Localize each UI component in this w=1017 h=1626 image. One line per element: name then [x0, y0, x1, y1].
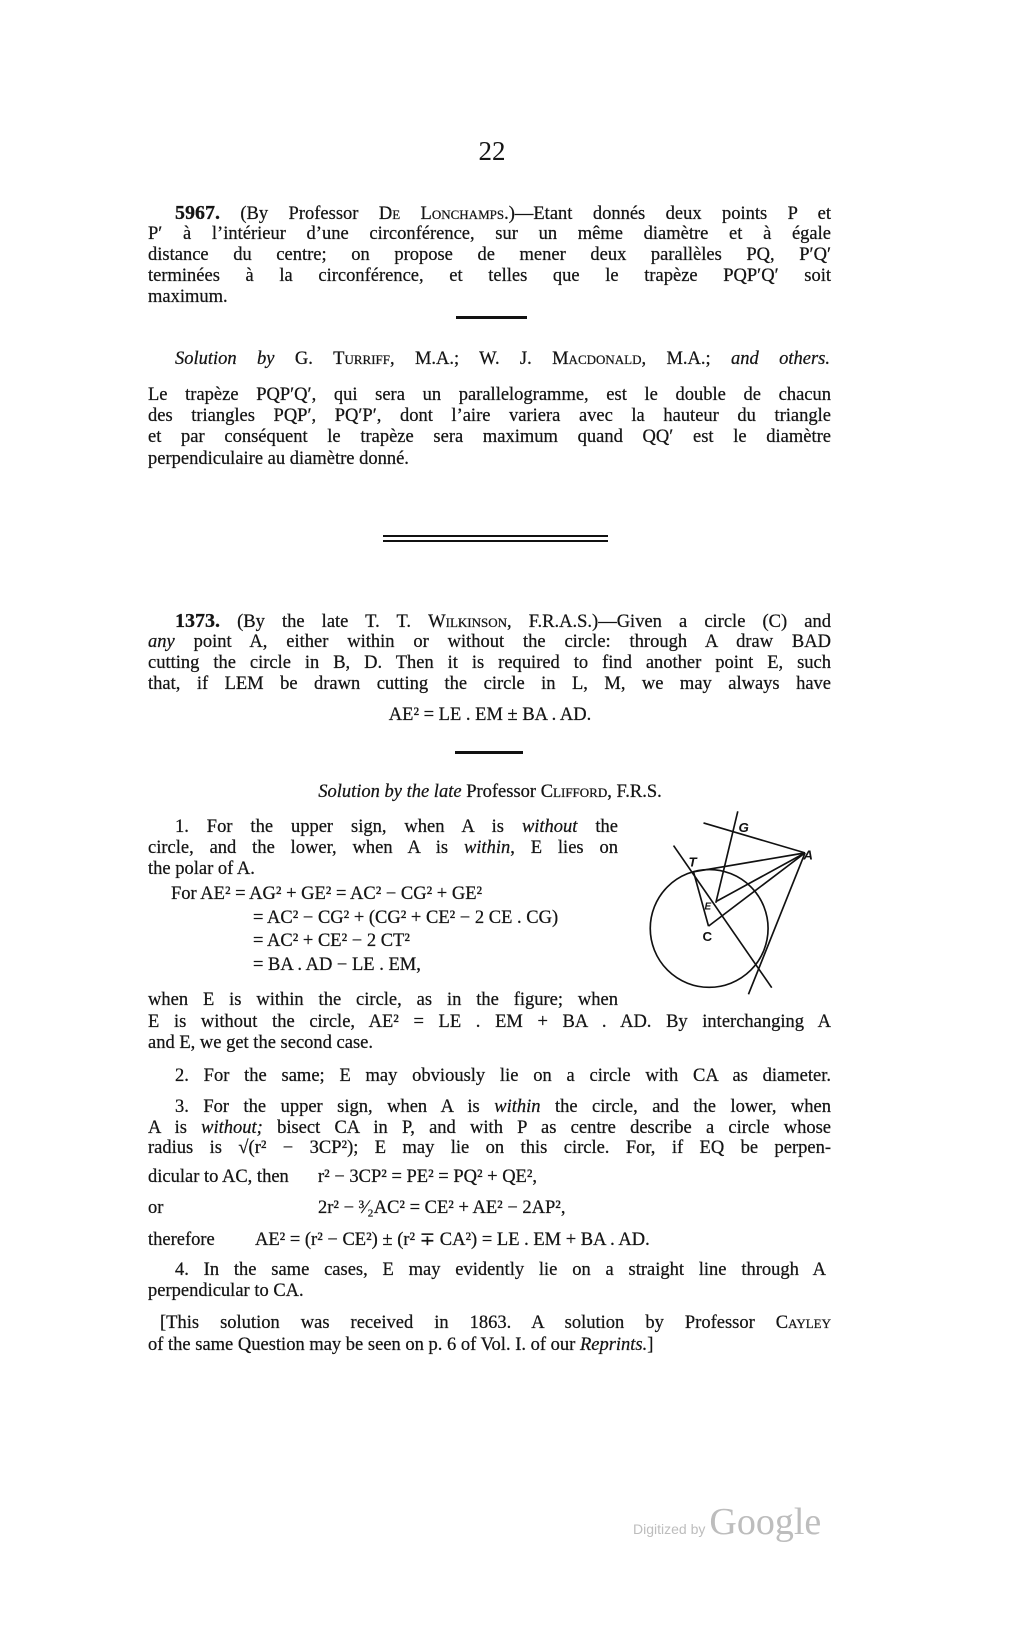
text-segment: point A, either within or without the circle: through A draw BAD: [174, 632, 831, 652]
text-segment: dicular to AC, then: [148, 1167, 289, 1187]
text-segment: [This solution was received in 1863. A solution by Professor: [160, 1313, 776, 1333]
author-name: Clifford: [540, 782, 608, 802]
text-segment: .)—Etant donnés deux points P et: [504, 204, 831, 224]
author-name: Cayley: [775, 1313, 831, 1333]
text-line: [255, 1230, 650, 1251]
text-segment: E is without the circle, AE² = LE . EM + BA . AD. By interchanging A: [148, 1012, 831, 1032]
text-segment: the polar of A.: [148, 859, 255, 879]
text-segment: , E lies on: [510, 838, 618, 858]
text-segment: r² − 3CP² = PE² = PQ² + QE²,: [318, 1167, 538, 1187]
text-segment: the circle, and the lower, when: [540, 1097, 831, 1117]
text-line: [253, 955, 421, 976]
text-segment: G.: [274, 349, 334, 369]
text-line: [148, 632, 831, 653]
text-segment: Solution by the late: [318, 782, 462, 802]
text-segment: perpendiculaire au diamètre donné.: [148, 449, 409, 469]
circle-c: [650, 870, 768, 988]
text-segment: For AE² = AG² + GE² = AC² − CG² + GE²: [171, 884, 483, 904]
double-rule-top: [383, 535, 608, 537]
text-segment: and E, we get the second case.: [148, 1033, 373, 1053]
text-segment: the: [577, 817, 618, 837]
text-line: [148, 406, 831, 427]
text-line: [175, 1260, 826, 1281]
text-segment: A is: [148, 1118, 202, 1138]
text-line: [175, 817, 618, 838]
text-segment: perpendicular to CA.: [148, 1281, 304, 1301]
text-line: [148, 653, 831, 674]
text-segment: circle, and the lower, when A is: [148, 838, 464, 858]
text-line: [175, 1097, 831, 1118]
section-rule: [455, 751, 523, 754]
text-segment: bisect CA in P, and with P as centre describe a circle whose: [262, 1118, 831, 1138]
text-segment: terminées à la circonférence, et telles que le trapèze PQP′Q′ soit: [148, 266, 831, 286]
label-a: A: [803, 847, 813, 863]
text-line: [148, 1033, 373, 1054]
text-line: [148, 287, 228, 308]
text-segment: AE² = LE . EM ± BA . AD.: [388, 705, 592, 725]
text-line: [175, 611, 831, 633]
text-segment: 2. For the same; E may obviously lie on a circle with CA as diameter.: [175, 1066, 831, 1086]
text-segment: distance du centre; on propose de mener deux parallèles PQ, P′Q′: [148, 245, 831, 265]
text-line: [148, 838, 618, 859]
text-segment: 2r² − ³⁄₂AC² = CE² + AE² − 2AP²,: [318, 1198, 566, 1218]
text-segment: (By Professor: [220, 204, 379, 224]
text-segment: = AC² − CG² + (CG² + CE² − 2 CE . CG): [253, 908, 559, 928]
text-segment: = AC² + CE² − 2 CT²: [253, 931, 410, 951]
text-segment: and others.: [731, 349, 831, 369]
text-segment: 1. For the upper sign, when A is: [175, 817, 522, 837]
line-t-c: [694, 872, 709, 926]
text-line: [148, 1281, 304, 1302]
text-line: [175, 1066, 831, 1087]
text-line: [148, 1167, 289, 1188]
text-line: [148, 1198, 163, 1219]
text-line: [148, 1335, 653, 1356]
text-segment: that, if LEM be drawn cutting the circle in L, M, we may always have: [148, 674, 831, 694]
label-g: G: [738, 819, 749, 835]
text-segment: , F.R.A.S.)—Given a circle (C) and: [507, 612, 831, 632]
text-line: [148, 1118, 831, 1139]
digitized-by-text: Digitized by: [633, 1521, 706, 1537]
text-segment: or: [148, 1198, 164, 1218]
line-g-e: [716, 811, 738, 903]
text-segment: within: [494, 1097, 541, 1117]
text-segment: , M.A.;: [641, 349, 732, 369]
text-segment: AE² = (r² − CE²) ± (r² ∓ CA²) = LE . EM + BA . AD.: [255, 1230, 650, 1250]
text-segment: , M.A.; W. J.: [390, 349, 553, 369]
text-line: [148, 266, 831, 287]
text-segment: without;: [201, 1118, 263, 1138]
text-line: [253, 931, 410, 952]
text-segment: therefore: [148, 1230, 215, 1250]
text-segment: P′ à l’intérieur d’une circonférence, sur un même diamètre et à égale: [148, 224, 831, 244]
text-line: [148, 1230, 215, 1251]
text-segment: when E is within the circle, as in the figure; when: [148, 990, 618, 1010]
text-segment: maximum.: [148, 287, 228, 307]
text-line: [148, 245, 831, 266]
google-logo: Google: [709, 1501, 822, 1543]
text-line: [148, 674, 831, 695]
text-segment: Professor: [461, 782, 541, 802]
text-segment: of the same Question may be seen on p. 6 of Vol. I. of our: [148, 1335, 580, 1355]
line-g-a: [704, 823, 806, 853]
text-line: [148, 449, 409, 470]
text-line: [318, 1198, 565, 1219]
section-rule: [456, 316, 527, 319]
text-line: [148, 385, 831, 406]
text-line: [175, 203, 831, 225]
text-segment: et par conséquent le trapèze sera maximum quand QQ′ est le diamètre: [148, 427, 831, 447]
text-segment: (By the late T. T.: [220, 612, 429, 632]
text-segment: des triangles PQP′, PQ′P′, dont l’aire variera avec la hauteur du triangle: [148, 406, 831, 426]
author-name: Wilkinson: [428, 612, 507, 632]
text-line: [250, 782, 730, 803]
text-line: [148, 427, 831, 448]
text-segment: Solution by: [175, 349, 275, 369]
text-line: [171, 884, 482, 905]
author-name: Macdonald: [552, 349, 642, 369]
text-line: [253, 908, 558, 929]
page-number: 22: [478, 136, 506, 166]
text-line: [160, 1313, 831, 1334]
label-t: T: [688, 854, 697, 870]
text-segment: = BA . AD − LE . EM,: [253, 955, 421, 975]
text-line: [148, 1138, 831, 1159]
text-line: [148, 224, 831, 245]
text-segment: any: [148, 632, 175, 652]
text-segment: Le trapèze PQP′Q′, qui sera un parallelogramme, est le double de chacun: [148, 385, 831, 405]
double-rule-bottom: [383, 540, 608, 542]
label-e: E: [704, 901, 712, 913]
text-segment: Reprints.: [579, 1335, 648, 1355]
text-segment: within: [463, 838, 511, 858]
author-name: Turriff: [333, 349, 390, 369]
text-line: [175, 349, 830, 370]
text-line: [148, 859, 255, 880]
text-segment: 3. For the upper sign, when A is: [175, 1097, 495, 1117]
text-segment: cutting the circle in B, D. Then it is required to find another point E, such: [148, 653, 831, 673]
label-c: C: [702, 929, 713, 945]
text-line: [318, 1167, 537, 1188]
text-line: [148, 990, 618, 1011]
text-segment: , F.R.S.: [607, 782, 662, 802]
question-number: 5967.: [175, 202, 220, 224]
text-line: [350, 705, 630, 726]
text-segment: 4. In the same cases, E may evidently lie on a straight line through A: [175, 1260, 826, 1280]
text-segment: ]: [647, 1335, 654, 1355]
author-name: De Lonchamps: [378, 204, 505, 224]
google-watermark: [633, 1500, 821, 1544]
text-segment: radius is √(r² − 3CP²); E may lie on this circle. For, if EQ be perpen-: [148, 1138, 831, 1158]
text-line: [148, 1012, 831, 1033]
text-segment: without: [521, 817, 578, 837]
question-number: 1373.: [175, 610, 220, 632]
